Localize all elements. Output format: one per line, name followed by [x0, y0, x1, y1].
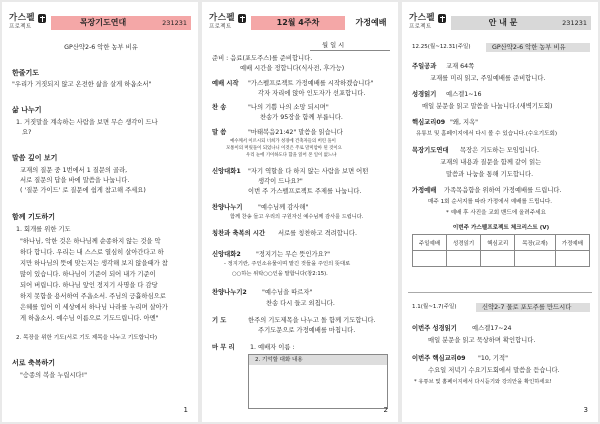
page-header — [209, 14, 391, 32]
page-1: 가스펠 프로젝트 목장기도연대 231231 GP산약2-6 악한 농부 비유 한줄기도 "우리가 거짓되지 않고 온전한 삶을 살게 하옵소서" 삶 나누기 1. 거짓말을 계속하는 사람을 보면 무슨 생각이 드나 요? 말씀 깊이 보기 교재의 질문 중 1번에서 1 질문의 골라, 서로 질문의 답을 바에 말씀을 나눕니다. ( '질문 가이드' 로 질문에 쉽게 참고해 주세요) 함께 기도하기 1. 회개를 위한 기도 "하나님, 악한 것은 하나님께 순종하지 않는 것을 악 하다 합니다. 우리는 내 스스로 열심히 살아간다고 하 지만 하나님의 뜻에 맞는지는 생각해 보지 않을때가 참 많이 있습니다. 하나님이 기준이 되어 내가 기준이 되어 버립니다. 하나님 앞인 정지기 사명을 다 감당 하지 못함을 용서하여 주옵소서. 주님의 긍휼하심으로 은혜를 입어 이 세상에서 하나님 나라를 누리며 살아가 게 하옵소서. 예수님 이름으로 기도드립니다. 아멘" 2. 목장을 위한 기도(서로 기도 제목을 나누고 기도합니다) 서로 축복하기 "승종의 복을 누립시다!" 1 — [2, 2, 198, 422]
cross-icon — [238, 14, 246, 23]
section-heading: 말씀 깊이 보기 — [12, 154, 58, 162]
section-heading: 서로 축복하기 — [12, 359, 56, 367]
header-label: 가정예배 — [355, 18, 387, 27]
header-bar — [251, 16, 345, 30]
page-title: 목장기도연대 — [79, 18, 127, 27]
checklist-title: 이번주 가스펠프로젝트 체크리스트 (V) — [452, 225, 550, 231]
subtitle: GP산약2-6 악한 농부 비유 — [486, 43, 590, 52]
notes-box[interactable]: 2. 기억할 대화 내용 — [248, 354, 388, 409]
subtitle: GP산약2-6 악한 농부 비유 — [64, 44, 138, 51]
page-number: 1 — [183, 406, 188, 414]
page-3: 가스펠 프로젝트 안 내 문 231231 12.25(월~12.31(주일) GP산약2-6 악한 농부 비유 주일공과 교재 64쪽 교재를 미리 읽고, 주일예배를 준비합니다. 성경읽기 예스겔1~16 매일 분문을 읽고 말씀을 나눕니다.(새벽기도회) 핵심교리09 "왜, 지옥" 유튜브 및 홈페이지에서 다시 볼 수 있습니다.(수요기도회) 목장기도연대 목장은 기도하는 모임입니다. 교재의 내용과 질문을 함께 같이 읽는 말씀과 나눔을 통해 기도합니다. 가정예배 가족목음함을 위하여 가정예배를 드립니다. 매주 1회 순서지를 따라 가정에서 예배를 드립니다. * 예배 후 사진을 교회 밴드에 올려주세요 이번주 가스펠프로젝트 체크리스트 (V) 주일예배 성경읽기 핵심교리 목장(교재) 가정예배 1.1(월~1.7(주일) 신약2-7 물로 포도주를 만드시다 이번주 성경읽기 예스겔17~24 매일 분문을 읽고 묵상하며 확인합니다. 이번주 핵심교리09 "10, 기적" 수요일 저녁기 수요기도회에서 말씀을 듣습니다. * 유튜브 및 홈페이지에서 다시듣기와 강의안을 확인하세요! 3 — [402, 2, 598, 422]
page-2: 가스펠 프로젝트 12월 4주차 가정예배 월 일 시 준비 : 음료(포도주스)를 준비합니다. 예배 시간을 정합니다(식사전, 후가능) 예배 시작 "가스펠프로젝트 가정예배를 시작하겠습니다" 각자 자리에 앉아 인도자가 선포합니다. 찬 송 "나의 기쁨 나의 소망 되시며" 찬송가 95장을 함께 부릅니다. 말 씀 "마태복음21:42" 말씀을 읽습니다 예수께서 이르시되 너희가 성경에 건축자들의 버린 돌이 모퉁이의 머릿돌이 되었나니 이것은 주로 말미암아 된 것이요 우리 눈에 기이하도다 함을 읽어 본 일이 없느냐 신앙대화1 "자기 역할을 다 하지 않는 사람을 보면 어떤 생각이 드나요?" 이번 주 가스펠프로젝트 주제를 나눕니다. 찬양나누기 "예수님께 감사해" 함께 찬송 들고 우리의 구원자신 예수님께 감사를 드립니다. 칭찬과 축복의 시간 서로를 칭찬하고 격려합니다. 신앙대화2 "정지기는 무슨 뜻인가요?" - 정지기란, 주인소유물이며 맡긴 것들을 주인의 뜻대로 ○○하는 위탁○○인을 말합니다(창2:15). 찬양나누기2 "예수님을 따르자" 찬송 다시 들고 외칩니다. 기 도 한주의 기도제목을 나누고 돌 함께 기도합니다. 주기도문으로 가정예배를 마칩니다. 마 무 리 1. 예배자 이름 : 2. 기억할 대화 내용 2 — [202, 2, 398, 422]
date: 231231 — [562, 19, 587, 27]
page-number: 3 — [583, 406, 588, 414]
header-bar — [51, 16, 191, 30]
header-bar — [451, 16, 591, 30]
page-title: 안 내 문 — [488, 18, 518, 27]
page-title: 12월 4주차 — [276, 18, 320, 27]
logo: 가스펠 프로젝트 — [209, 14, 249, 32]
logo: 가스펠 프로젝트 — [9, 14, 49, 32]
section-heading: 한줄기도 — [12, 69, 40, 77]
page-header — [409, 14, 591, 32]
page-number: 2 — [383, 406, 388, 414]
page-header — [9, 14, 191, 32]
logo: 가스펠 프로젝트 — [409, 14, 449, 32]
date: 231231 — [162, 19, 187, 27]
cross-icon — [438, 14, 446, 23]
date-fields: 월 일 시 — [322, 42, 345, 49]
cross-icon — [38, 14, 46, 23]
section-heading: 함께 기도하기 — [12, 213, 56, 221]
section-heading: 삶 나누기 — [12, 106, 42, 114]
week: 12.25(월~12.31(주일) — [412, 44, 471, 50]
checklist-table: 주일예배 성경읽기 핵심교리 목장(교재) 가정예배 — [412, 234, 590, 267]
